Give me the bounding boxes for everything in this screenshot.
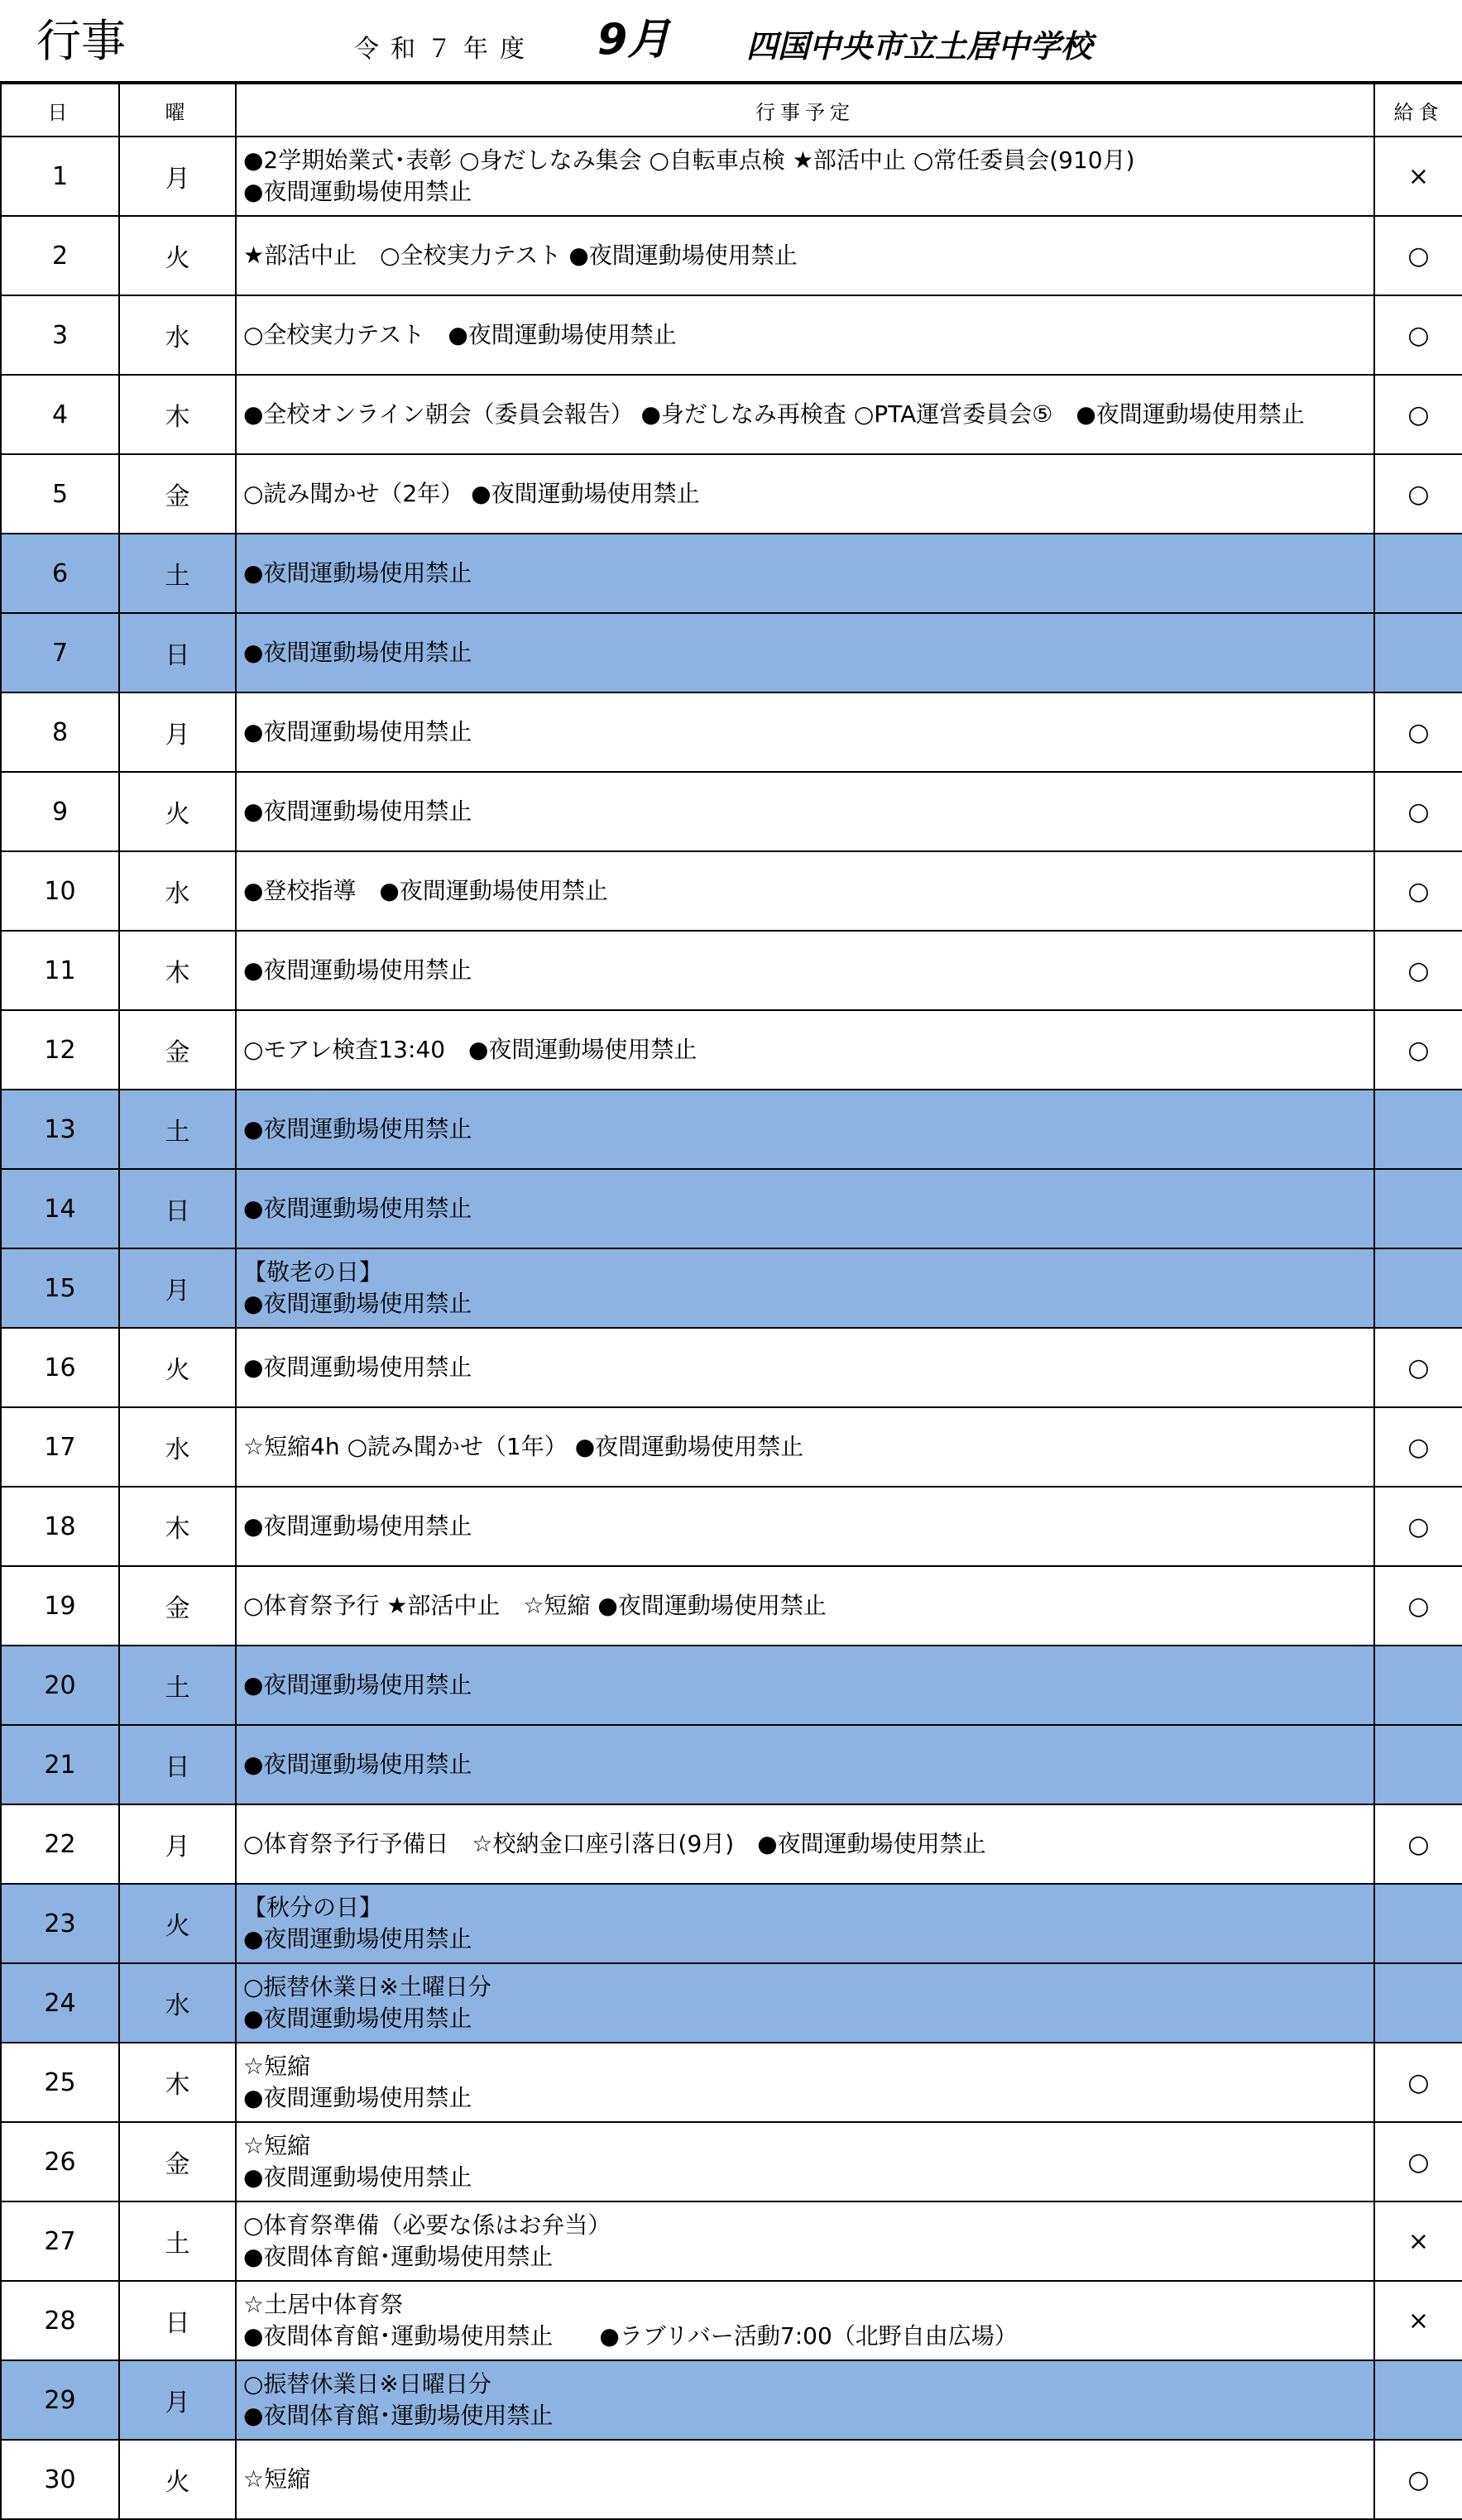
events-cell <box>236 1884 1374 1963</box>
day-cell: 7 <box>1 613 119 692</box>
day-cell: 25 <box>1 2043 119 2122</box>
day-cell: 12 <box>1 1010 119 1090</box>
event-line: ☆短縮 <box>243 2465 311 2493</box>
event-line: ●夜間運動場使用禁止 <box>243 1751 472 1778</box>
table-row <box>1 2201 1462 2281</box>
table-row <box>1 2360 1462 2440</box>
table-row <box>1 2440 1462 2519</box>
event-line: ●登校指導 ●夜間運動場使用禁止 <box>243 877 608 904</box>
event-line: ○体育祭準備（必要な係はお弁当） <box>243 2211 611 2239</box>
table-row <box>1 137 1462 216</box>
events-cell <box>236 375 1374 454</box>
event-line: ○モアレ検査13:40 ●夜間運動場使用禁止 <box>243 1036 697 1063</box>
events-cell <box>236 1328 1374 1407</box>
event-line: ○振替休業日※土曜日分 <box>243 1973 491 2000</box>
weekday-cell: 月 <box>119 2360 236 2440</box>
table-row <box>1 613 1462 692</box>
weekday-cell: 日 <box>119 1169 236 1248</box>
column-header-events: 行事予定 <box>236 84 1374 137</box>
day-cell: 14 <box>1 1169 119 1248</box>
table-row <box>1 375 1462 454</box>
event-line: ●夜間運動場使用禁止 <box>243 2084 472 2111</box>
weekday-cell: 土 <box>119 1090 236 1169</box>
lunch-cell: ○ <box>1374 1804 1462 1884</box>
event-line: ●夜間運動場使用禁止 <box>243 1353 472 1381</box>
day-cell: 16 <box>1 1328 119 1407</box>
table-row <box>1 1646 1462 1725</box>
event-line: ○全校実力テスト ●夜間運動場使用禁止 <box>243 321 677 348</box>
events-cell <box>236 454 1374 534</box>
month-label: 9月 <box>597 15 671 65</box>
weekday-cell: 金 <box>119 1010 236 1090</box>
weekday-cell: 水 <box>119 295 236 375</box>
day-cell: 3 <box>1 295 119 375</box>
lunch-cell: ○ <box>1374 375 1462 454</box>
lunch-cell <box>1374 613 1462 692</box>
event-line: ●夜間体育館･運動場使用禁止 <box>243 2243 554 2270</box>
events-cell <box>236 851 1374 931</box>
event-line: ●夜間運動場使用禁止 <box>243 1512 472 1540</box>
weekday-cell: 水 <box>119 851 236 931</box>
lunch-cell: × <box>1374 2201 1462 2281</box>
day-cell: 13 <box>1 1090 119 1169</box>
event-line: ●夜間運動場使用禁止 <box>243 2163 472 2191</box>
event-line: ●夜間運動場使用禁止 <box>243 718 472 745</box>
events-cell <box>236 2360 1374 2440</box>
events-cell <box>236 2043 1374 2122</box>
table-row <box>1 2043 1462 2122</box>
event-line: ●夜間体育館･運動場使用禁止 ●ラブリバー活動7:00（北野自由広場） <box>243 2322 1018 2350</box>
table-row <box>1 1169 1462 1248</box>
events-cell <box>236 772 1374 851</box>
title-bar <box>0 0 1462 83</box>
table-row <box>1 2122 1462 2201</box>
events-cell <box>236 1090 1374 1169</box>
column-header-weekday: 曜 <box>119 84 236 137</box>
table-row <box>1 1963 1462 2043</box>
weekday-cell: 月 <box>119 1248 236 1328</box>
event-line: ●夜間運動場使用禁止 <box>243 1290 472 1317</box>
day-cell: 15 <box>1 1248 119 1328</box>
weekday-cell: 木 <box>119 375 236 454</box>
schedule-rows <box>1 137 1462 2519</box>
event-line: ☆短縮4h ○読み聞かせ（1年） ●夜間運動場使用禁止 <box>243 1433 804 1460</box>
lunch-cell <box>1374 534 1462 613</box>
day-cell: 19 <box>1 1566 119 1646</box>
weekday-cell: 月 <box>119 1804 236 1884</box>
weekday-cell: 木 <box>119 1487 236 1566</box>
weekday-cell: 土 <box>119 2201 236 2281</box>
events-cell <box>236 1646 1374 1725</box>
lunch-cell <box>1374 2360 1462 2440</box>
events-cell <box>236 1725 1374 1804</box>
lunch-cell: ○ <box>1374 1010 1462 1090</box>
day-cell: 30 <box>1 2440 119 2519</box>
weekday-cell: 金 <box>119 454 236 534</box>
lunch-cell <box>1374 1884 1462 1963</box>
lunch-cell: ○ <box>1374 2043 1462 2122</box>
day-cell: 6 <box>1 534 119 613</box>
weekday-cell: 火 <box>119 2440 236 2519</box>
weekday-cell: 日 <box>119 613 236 692</box>
day-cell: 20 <box>1 1646 119 1725</box>
weekday-cell: 水 <box>119 1407 236 1487</box>
events-cell <box>236 534 1374 613</box>
event-line: ○体育祭予行予備日 ☆校納金口座引落日(9月) ●夜間運動場使用禁止 <box>243 1830 986 1857</box>
lunch-cell <box>1374 1725 1462 1804</box>
events-cell <box>236 1010 1374 1090</box>
day-cell: 27 <box>1 2201 119 2281</box>
table-row <box>1 2281 1462 2360</box>
event-line: ●夜間運動場使用禁止 <box>243 559 472 587</box>
event-line: ●夜間運動場使用禁止 <box>243 1195 472 1222</box>
event-line: 【秋分の日】 <box>243 1894 383 1921</box>
table-row <box>1 1487 1462 1566</box>
weekday-cell: 月 <box>119 692 236 772</box>
event-line: ●夜間運動場使用禁止 <box>243 1671 472 1698</box>
day-cell: 11 <box>1 931 119 1010</box>
lunch-cell <box>1374 1169 1462 1248</box>
event-line: ●夜間運動場使用禁止 <box>243 639 472 666</box>
event-line: ●夜間運動場使用禁止 <box>243 1115 472 1143</box>
events-cell <box>236 1804 1374 1884</box>
lunch-cell <box>1374 1090 1462 1169</box>
lunch-cell <box>1374 1248 1462 1328</box>
day-cell: 17 <box>1 1407 119 1487</box>
column-header-lunch: 給食 <box>1374 84 1462 137</box>
table-row <box>1 1566 1462 1646</box>
lunch-cell <box>1374 1646 1462 1725</box>
event-line: ●夜間運動場使用禁止 <box>243 1925 472 1952</box>
lunch-cell: ○ <box>1374 454 1462 534</box>
weekday-cell: 水 <box>119 1963 236 2043</box>
table-row <box>1 1090 1462 1169</box>
table-row <box>1 534 1462 613</box>
lunch-cell: ○ <box>1374 1407 1462 1487</box>
day-cell: 24 <box>1 1963 119 2043</box>
lunch-cell: ○ <box>1374 1487 1462 1566</box>
day-cell: 5 <box>1 454 119 534</box>
day-cell: 1 <box>1 137 119 216</box>
event-line: ●夜間運動場使用禁止 <box>243 178 472 205</box>
lunch-cell: ○ <box>1374 772 1462 851</box>
weekday-cell: 木 <box>119 2043 236 2122</box>
weekday-cell: 金 <box>119 1566 236 1646</box>
lunch-cell: ○ <box>1374 1566 1462 1646</box>
events-cell <box>236 1407 1374 1487</box>
event-line: ○体育祭予行 ★部活中止 ☆短縮 ●夜間運動場使用禁止 <box>243 1592 827 1619</box>
table-row <box>1 1248 1462 1328</box>
event-line: 【敬老の日】 <box>243 1258 383 1286</box>
lunch-cell: × <box>1374 137 1462 216</box>
schedule-table <box>0 83 1462 2520</box>
events-cell <box>236 1566 1374 1646</box>
lunch-cell: ○ <box>1374 216 1462 295</box>
weekday-cell: 火 <box>119 772 236 851</box>
event-line: ○読み聞かせ（2年） ●夜間運動場使用禁止 <box>243 480 700 507</box>
table-row <box>1 931 1462 1010</box>
event-line: ●全校オンライン朝会（委員会報告） ●身だしなみ再検査 ○PTA運営委員会⑤ ●夜間運動場使用禁止 <box>243 400 1305 428</box>
event-line: ★部活中止 ○全校実力テスト ●夜間運動場使用禁止 <box>243 242 798 269</box>
table-row <box>1 692 1462 772</box>
events-cell <box>236 2201 1374 2281</box>
day-cell: 8 <box>1 692 119 772</box>
events-cell <box>236 692 1374 772</box>
table-row <box>1 851 1462 931</box>
lunch-cell: ○ <box>1374 295 1462 375</box>
table-row <box>1 216 1462 295</box>
weekday-cell: 火 <box>119 1884 236 1963</box>
header-row <box>1 84 1462 137</box>
events-cell <box>236 2122 1374 2201</box>
day-cell: 26 <box>1 2122 119 2201</box>
fiscal-year: 令和７年度 <box>354 35 536 64</box>
event-line: ●夜間運動場使用禁止 <box>243 798 472 825</box>
weekday-cell: 月 <box>119 137 236 216</box>
weekday-cell: 火 <box>119 216 236 295</box>
table-row <box>1 295 1462 375</box>
day-cell: 28 <box>1 2281 119 2360</box>
lunch-cell: × <box>1374 2281 1462 2360</box>
day-cell: 22 <box>1 1804 119 1884</box>
events-cell <box>236 931 1374 1010</box>
lunch-cell: ○ <box>1374 1328 1462 1407</box>
events-cell <box>236 613 1374 692</box>
event-line: ○振替休業日※日曜日分 <box>243 2370 491 2398</box>
school-name: 四国中央市立土居中学校 <box>746 28 1093 65</box>
event-line: ●2学期始業式･表彰 ○身だしなみ集会 ○自転車点検 ★部活中止 ○常任委員会(910月) <box>243 146 1135 174</box>
events-cell <box>236 1169 1374 1248</box>
events-cell <box>236 1487 1374 1566</box>
events-cell <box>236 1963 1374 2043</box>
table-row <box>1 454 1462 534</box>
event-line: ☆短縮 <box>243 2053 311 2080</box>
weekday-cell: 土 <box>119 534 236 613</box>
day-cell: 29 <box>1 2360 119 2440</box>
day-cell: 2 <box>1 216 119 295</box>
lunch-cell: ○ <box>1374 931 1462 1010</box>
table-row <box>1 1328 1462 1407</box>
events-cell <box>236 137 1374 216</box>
column-header-day: 日 <box>1 84 119 137</box>
day-cell: 23 <box>1 1884 119 1963</box>
weekday-cell: 木 <box>119 931 236 1010</box>
table-row <box>1 1725 1462 1804</box>
events-cell <box>236 216 1374 295</box>
event-line: ●夜間体育館･運動場使用禁止 <box>243 2402 554 2429</box>
events-cell <box>236 2281 1374 2360</box>
day-cell: 18 <box>1 1487 119 1566</box>
weekday-cell: 日 <box>119 1725 236 1804</box>
weekday-cell: 日 <box>119 2281 236 2360</box>
table-row <box>1 772 1462 851</box>
events-cell <box>236 295 1374 375</box>
event-line: ●夜間運動場使用禁止 <box>243 2005 472 2032</box>
day-cell: 21 <box>1 1725 119 1804</box>
day-cell: 4 <box>1 375 119 454</box>
weekday-cell: 火 <box>119 1328 236 1407</box>
weekday-cell: 金 <box>119 2122 236 2201</box>
event-line: ☆短縮 <box>243 2132 311 2159</box>
day-cell: 9 <box>1 772 119 851</box>
day-cell: 10 <box>1 851 119 931</box>
table-row <box>1 1010 1462 1090</box>
event-line: ☆土居中体育祭 <box>243 2291 404 2318</box>
lunch-cell: ○ <box>1374 851 1462 931</box>
lunch-cell: ○ <box>1374 692 1462 772</box>
page-title: 行事 <box>36 15 126 67</box>
table-row <box>1 1884 1462 1963</box>
events-cell <box>236 2440 1374 2519</box>
weekday-cell: 土 <box>119 1646 236 1725</box>
lunch-cell <box>1374 1963 1462 2043</box>
table-row <box>1 1407 1462 1487</box>
table-row <box>1 1804 1462 1884</box>
lunch-cell: ○ <box>1374 2440 1462 2519</box>
events-cell <box>236 1248 1374 1328</box>
event-line: ●夜間運動場使用禁止 <box>243 956 472 984</box>
lunch-cell: ○ <box>1374 2122 1462 2201</box>
